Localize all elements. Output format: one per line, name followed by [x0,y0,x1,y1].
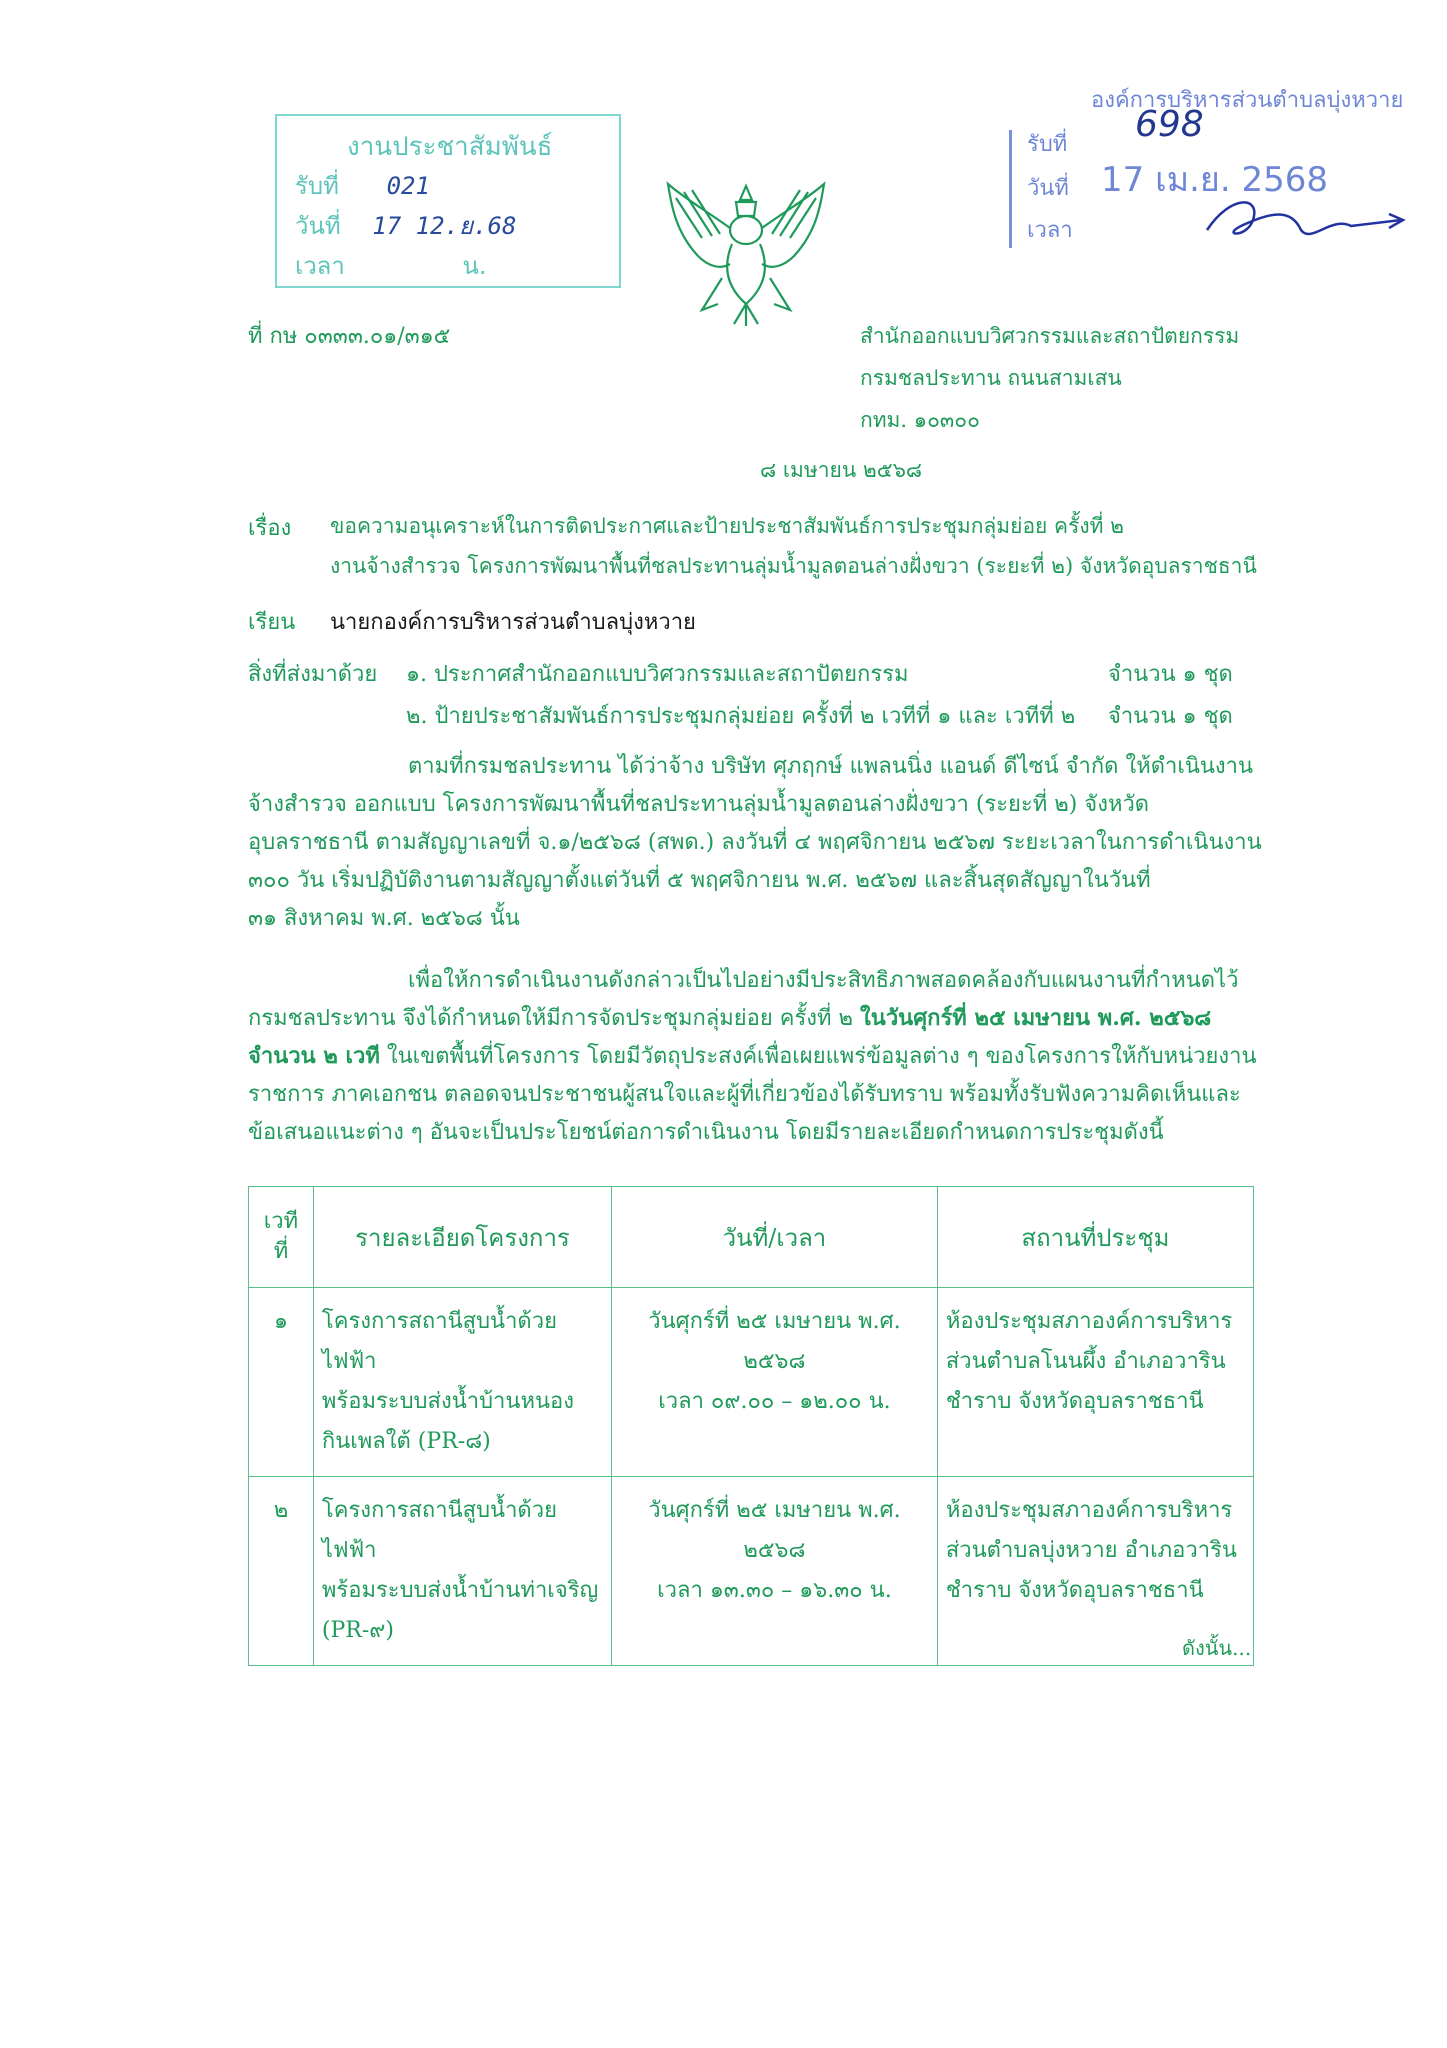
header-detail: รายละเอียดโครงการ [313,1187,611,1288]
header-stage-no: เวที ที่ [249,1187,314,1288]
continuation-marker: ดังนั้น... [1182,1636,1252,1660]
para1-line-2: จ้างสำรวจ ออกแบบ โครงการพัฒนาพื้นที่ชลประทานลุ่มน้ำมูลตอนล่างฝั่งขวา (ระยะที่ ๒) จังหวัด [248,792,1150,817]
meeting-date-bold: ในวันศุกร์ที่ ๒๕ เมษายน พ.ศ. ๒๕๖๘ [860,1005,1212,1031]
enclosures-label: สิ่งที่ส่งมาด้วย [248,662,378,687]
table-header-row [249,1187,1254,1288]
stamp-time: เวลา น. [295,252,487,280]
stamp-right-recv-label: รับที่ [1027,132,1068,157]
stamp-right-org: องค์การบริหารส่วนตำบลบุ่งหวาย [1091,88,1404,113]
subject-label: เรื่อง [248,516,292,541]
sender-line-1: สำนักออกแบบวิศวกรรมและสถาปัตยกรรม [860,324,1240,348]
para1-line-3: อุบลราชธานี ตามสัญญาเลขที่ จ.๑/๒๕๖๘ (สพด.) ลงวันที่ ๔ พฤศจิกายน ๒๕๖๗ ระยะเวลาในการดำเนินงาน [248,830,1262,855]
para2-line-1: เพื่อให้การดำเนินงานดังกล่าวเป็นไปอย่างมีประสิทธิภาพสอดคล้องกับแผนงานที่กำหนดไว้ [408,968,1239,993]
meeting-schedule-table [248,1186,1254,1666]
row-datetime: วันศุกร์ที่ ๒๕ เมษายน พ.ศ. ๒๕๖๘ เวลา ๐๙.๐๐ – ๑๒.๐๐ น. [612,1288,938,1477]
row-detail: โครงการสถานีสูบน้ำด้วยไฟฟ้า พร้อมระบบส่งน้ำบ้านหนอง กินเพลใต้ (PR-๘) [313,1288,611,1477]
subject-line-1: ขอความอนุเคราะห์ในการติดประกาศและป้ายประชาสัมพันธ์การประชุมกลุ่มย่อย ครั้งที่ ๒ [330,514,1124,538]
stamp-right-recv-value: 698 [1135,104,1204,145]
para1-line-1: ตามที่กรมชลประทาน ได้ว่าจ้าง บริษัท ศุภฤกษ์ แพลนนิ่ง แอนด์ ดีไซน์ จำกัด ให้ดำเนินงาน [408,754,1254,779]
para2-line-4: ราชการ ภาคเอกชน ตลอดจนประชาชนผู้สนใจและผู้ที่เกี่ยวข้องได้รับทราบ พร้อมทั้งรับฟังความคิดเห็นและ [248,1082,1241,1107]
sender-line-2: กรมชลประทาน ถนนสามเสน [860,366,1122,390]
header-place: สถานที่ประชุม [937,1187,1253,1288]
to-label: เรียน [248,610,296,635]
para2-line-5: ข้อเสนอแนะต่าง ๆ อันจะเป็นประโยชน์ต่อการดำเนินงาน โดยมีรายละเอียดกำหนดการประชุมดังนี้ [248,1120,1164,1145]
para2-line-3: จำนวน ๒ เวที ในเขตพื้นที่โครงการ โดยมีวัตถุประสงค์เพื่อเผยแพร่ข้อมูลต่าง ๆ ของโครงการให้กับหน่วยงาน [248,1043,1257,1069]
garuda-emblem-icon [662,178,830,328]
table-row [249,1288,1254,1477]
para1-line-4: ๓๐๐ วัน เริ่มปฏิบัติงานตามสัญญาตั้งแต่วันที่ ๕ พฤศจิกายน พ.ศ. ๒๕๖๗ และสิ้นสุดสัญญาในวันที่ [248,868,1151,893]
to-value: นายกองค์การบริหารส่วนตำบลบุ่งหวาย [330,610,696,635]
row-no: ๑ [249,1288,314,1477]
para1-line-5: ๓๑ สิงหาคม พ.ศ. ๒๕๖๘ นั้น [248,906,520,931]
row-no: ๒ [249,1477,314,1666]
para2-line-2: กรมชลประทาน จึงได้กำหนดให้มีการจัดประชุมกลุ่มย่อย ครั้งที่ ๒ ในวันศุกร์ที่ ๒๕ เมษายน พ.ศ. ๒๕๖๘ [248,1005,1212,1031]
sender-line-3: กทม. ๑๐๓๐๐ [860,408,980,432]
stamp-recv-value: 021 [386,172,430,200]
stamp-title: งานประชาสัมพันธ์ [347,132,553,162]
stage-count-bold: จำนวน ๒ เวที [248,1043,380,1069]
subject-line-2: งานจ้างสำรวจ โครงการพัฒนาพื้นที่ชลประทานลุ่มน้ำมูลตอนล่างฝั่งขวา (ระยะที่ ๒) จังหวัดอุบลราชธานี [330,554,1257,578]
row-detail: โครงการสถานีสูบน้ำด้วยไฟฟ้า พร้อมระบบส่งน้ำบ้านท่าเจริญ (PR-๙) [313,1477,611,1666]
signature-scribble [1201,186,1411,246]
row-place: ห้องประชุมสภาองค์การบริหาร ส่วนตำบลโนนผึ้ง อำเภอวาริน ชำราบ จังหวัดอุบลราชธานี [937,1288,1253,1477]
row-place: ห้องประชุมสภาองค์การบริหาร ส่วนตำบลบุ่งหวาย อำเภอวาริน ชำราบ จังหวัดอุบลราชธานี [937,1477,1253,1666]
receiving-stamp-left [275,114,621,288]
stamp-right-date-value: 17 เม.ย. 2568 [1101,160,1328,200]
stamp-right-time-label: เวลา [1027,218,1073,243]
stamp-date: วันที่ 17 12.ย.68 [295,212,517,240]
enclosure-item-1: ๑. ประกาศสำนักออกแบบวิศวกรรมและสถาปัตยกรรม [406,662,909,687]
header-datetime: วันที่/เวลา [612,1187,938,1288]
receiving-stamp-right [1005,82,1405,252]
enclosure-item-2: ๒. ป้ายประชาสัมพันธ์การประชุมกลุ่มย่อย ครั้งที่ ๒ เวทีที่ ๑ และ เวทีที่ ๒ [406,704,1076,729]
stamp-recv: รับที่ 021 [295,172,430,200]
letter-date: ๘ เมษายน ๒๕๖๘ [760,458,923,482]
stamp-date-value: 17 12.ย.68 [372,212,517,240]
table-row [249,1477,1254,1666]
enclosure-qty-1: จำนวน ๑ ชุด [1108,662,1233,687]
row-datetime: วันศุกร์ที่ ๒๕ เมษายน พ.ศ. ๒๕๖๘ เวลา ๑๓.๓๐ – ๑๖.๓๐ น. [612,1477,938,1666]
stamp-right-date-label: วันที่ [1027,176,1069,201]
enclosure-qty-2: จำนวน ๑ ชุด [1108,704,1233,729]
reference-number: ที่ กษ ๐๓๓๓.๐๑/๓๑๕ [248,324,451,349]
